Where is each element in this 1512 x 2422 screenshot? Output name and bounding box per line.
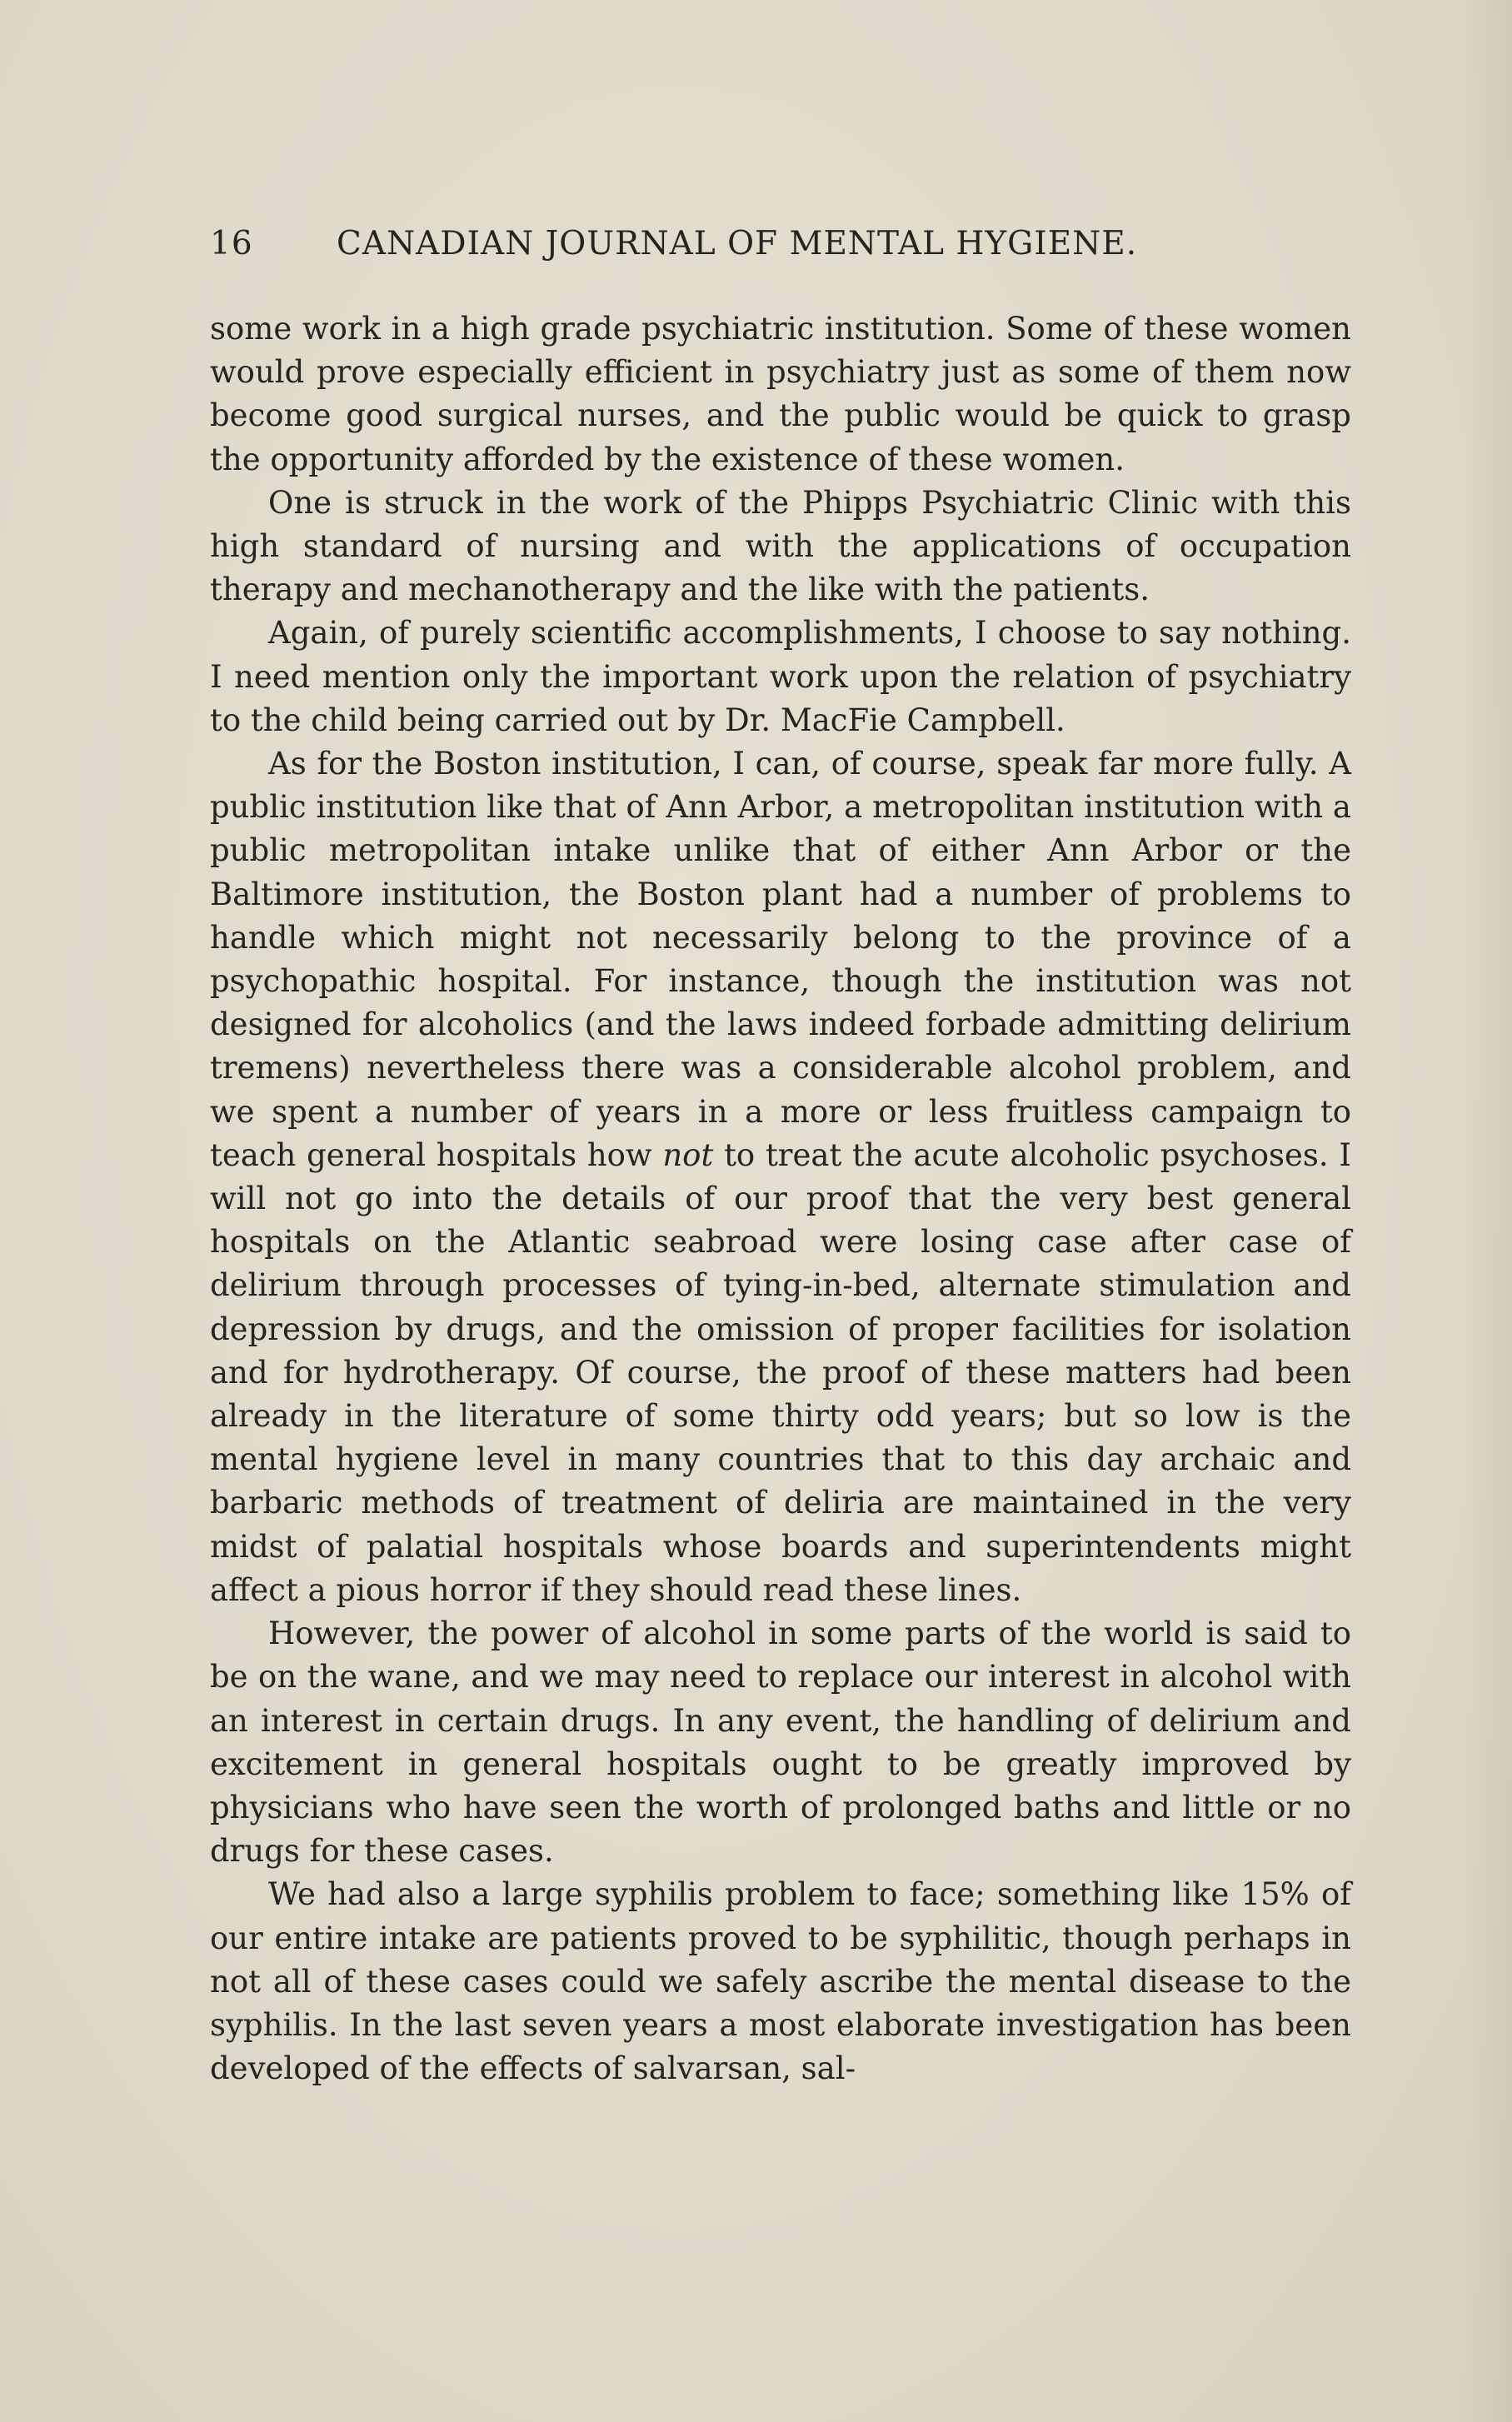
journal-title: CANADIAN JOURNAL OF MENTAL HYGIENE. (337, 225, 1138, 262)
emphasized-word: not (662, 1136, 714, 1173)
paragraph-scientific-accomplishments: Again, of purely scientific accomplishments, I choose to say nothing. I need mention only the important work upon the relation of psychiatry to the child being carried out by Dr. MacFie Campbell. (210, 615, 1351, 738)
article-body (210, 307, 1351, 2090)
paragraph-boston-institution (210, 742, 1351, 1612)
paragraph-text-segment: As for the Boston institution, I can, of course, speak far more fully. A public institution like that of Ann Arbor, a metropolitan institution with a public metropolitan intake unlike that of either Ann Arbor or the Baltimore institution, the Boston plant had a number of problems to handle which might not necessarily belong to the province of a psychopathic hospital. For instance, though the institution was not designed for alcoholics (and the laws indeed forbade admitting delirium tremens) nevertheless there was a considerable alcohol problem, and we spent a number of years in a more or less fruitless campaign to teach general hospitals how (210, 746, 1351, 1173)
paragraph-syphilis: We had also a large syphilis problem to face; something like 15% of our entire intake are patients proved to be syphilitic, though perhaps in not all of these cases could we safely ascribe the mental disease to the syphilis. In the last seven years a most elaborate investigation has been developed of the effects of salvarsan, sal- (210, 1876, 1351, 2087)
page-number: 16 (210, 225, 253, 262)
paragraph-alcohol-drugs: However, the power of alcohol in some parts of the world is said to be on the wane, and we may need to replace our interest in alcohol with an interest in certain drugs. In any event, the handling of delirium and excitement in general hospitals ought to be greatly improved by physicians who have seen the worth of prolonged baths and little or no drugs for these cases. (210, 1615, 1351, 1870)
running-header (210, 223, 1343, 265)
paragraph-continued: some work in a high grade psychiatric institution. Some of these women would prove especially efficient in psychiatry just as some of them now become good surgical nurses, and the public would be quick to grasp the opportunity afforded by the existence of these women. (210, 311, 1351, 477)
paragraph-text-segment: to treat the acute alcoholic psychoses. I will not go into the details of our proof that the very best general hospitals on the Atlantic seabroad were losing case after case of delirium through processes of tying-in-bed, alternate stimulation and depression by drugs, and the omission of proper facilities for isolation and for hydrotherapy. Of course, the proof of these matters had been already in the literature of some thirty odd years; but so low is the mental hygiene level in many countries that to this day archaic and barbaric methods of treatment of deliria are maintained in the very midst of palatial hospitals whose boards and superintendents might affect a pious horror if they should read these lines. (210, 1136, 1351, 1608)
paragraph-phipps-clinic: One is struck in the work of the Phipps Psychiatric Clinic with this high standard of nursing and with the applications of occupation therapy and mechanotherapy and the like with the patients. (210, 484, 1351, 608)
page-edge-shadow (1462, 0, 1512, 2422)
